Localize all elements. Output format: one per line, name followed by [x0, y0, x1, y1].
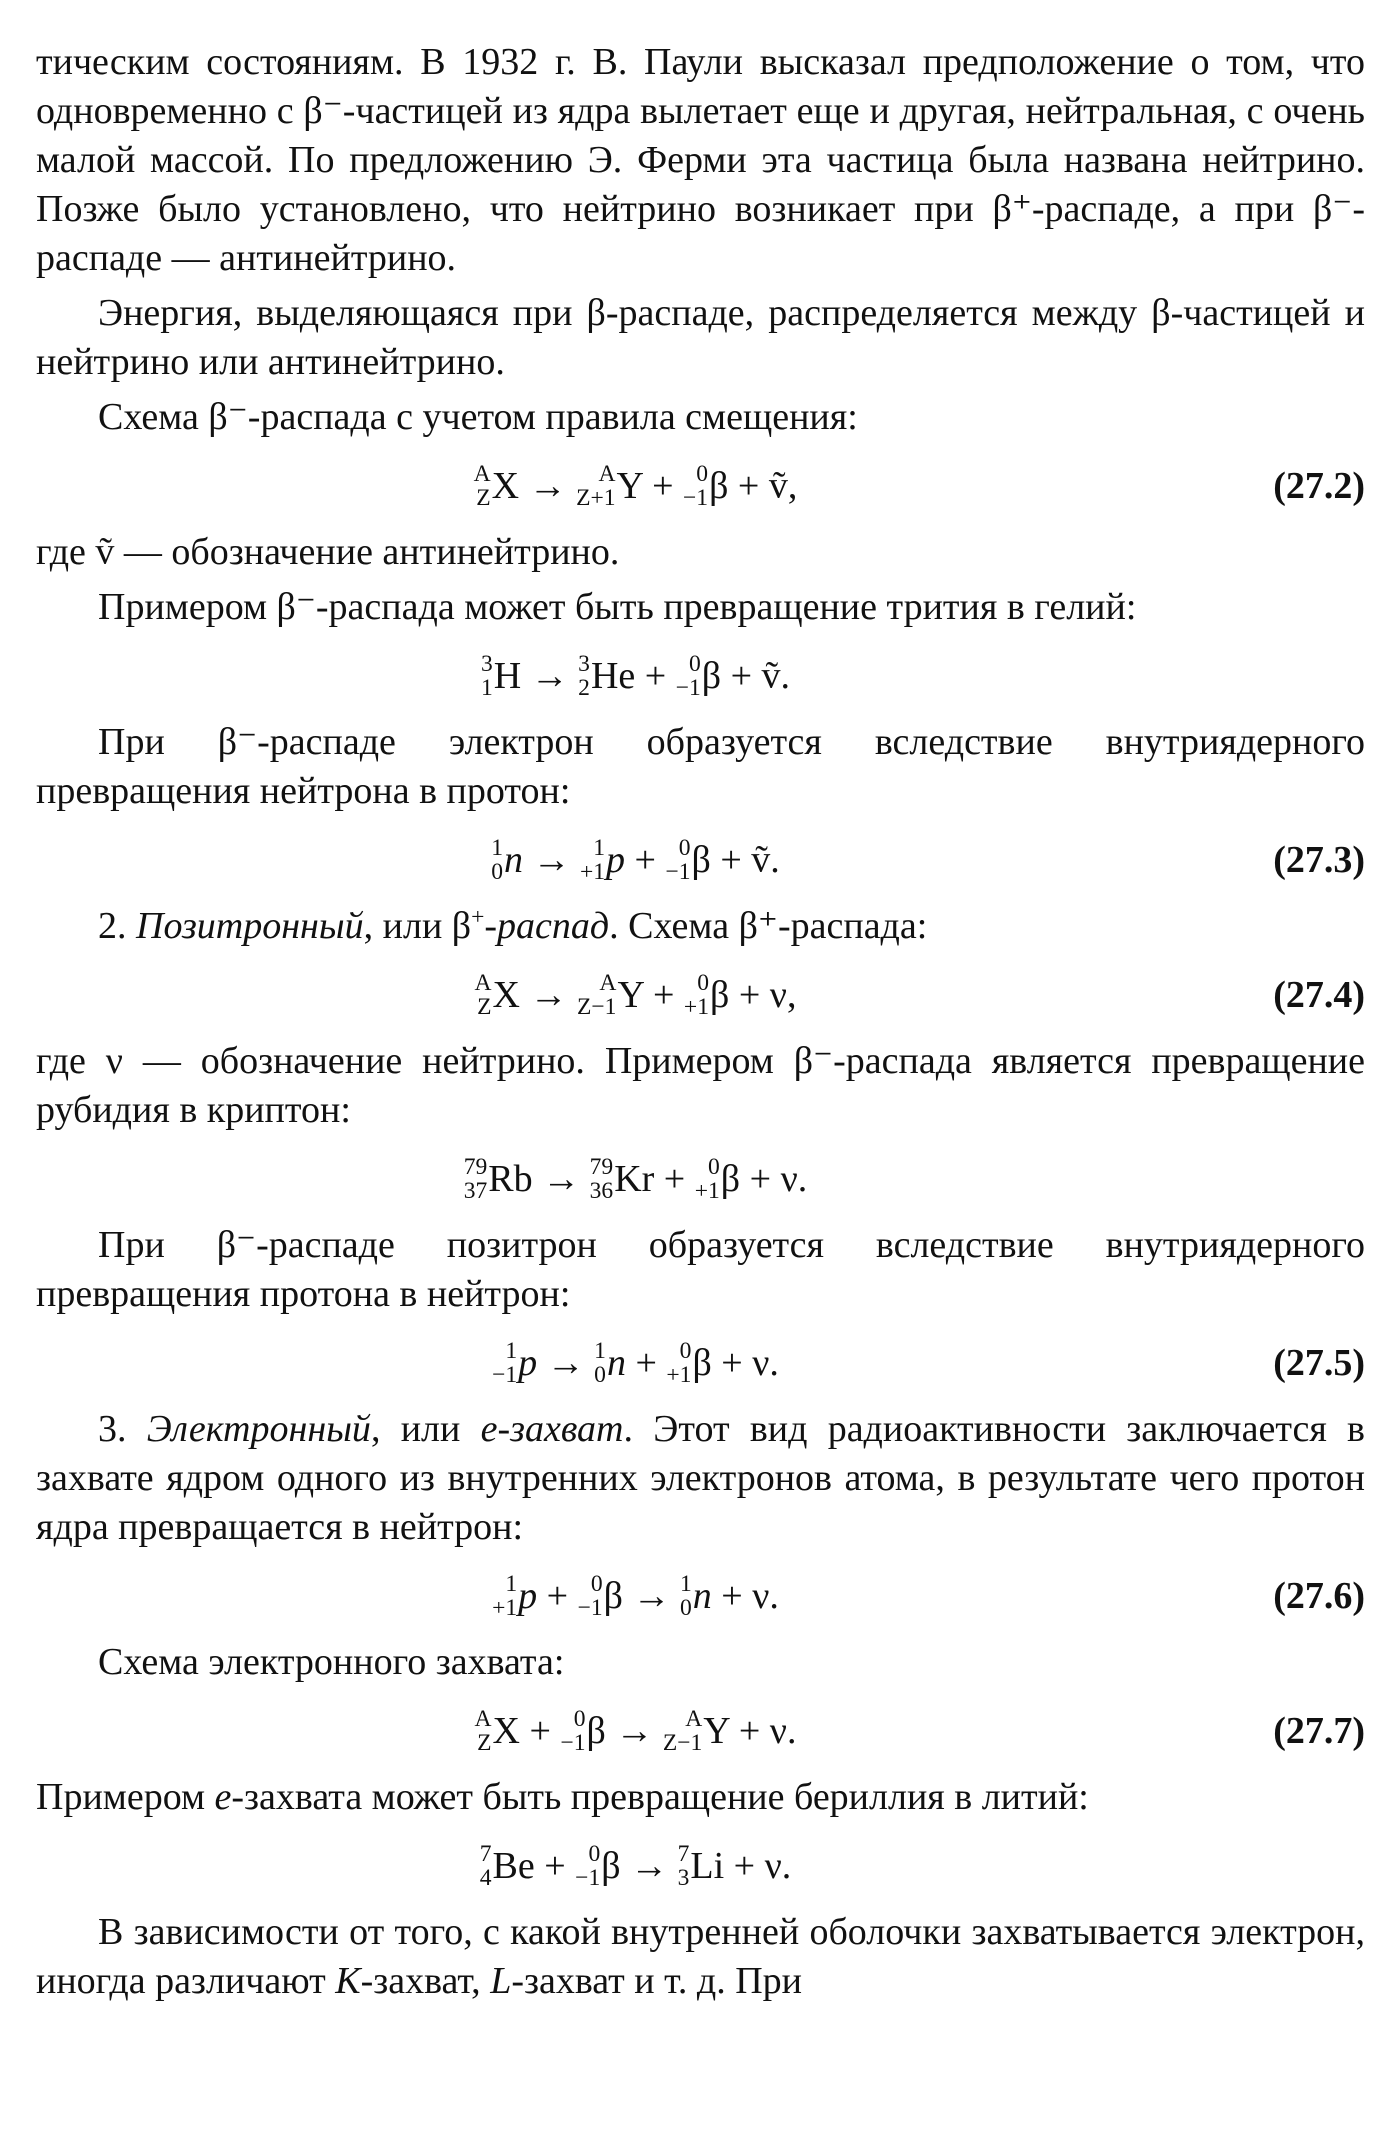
isotope-indices: 0 −1 [665, 835, 691, 886]
isotope-indices: 0 +1 [666, 1338, 692, 1389]
equation-number: (27.6) [1273, 1575, 1365, 1617]
paragraph-positron-formation: При β⁻-распаде позитрон образуется вследствие внутриядерного превращения протона в нейтрон: [36, 1224, 1365, 1315]
equation-number: (27.2) [1273, 465, 1365, 507]
isotope-indices: A Z−1 [662, 1706, 703, 1757]
isotope-indices: 1 0 [680, 1571, 692, 1622]
isotope-indices: A Z+1 [576, 461, 616, 512]
isotope-indices: 0 −1 [560, 1706, 586, 1757]
isotope-indices: A Z [473, 461, 491, 512]
equation-rubidium-krypton: 79 37 Rb → 79 36 Kr + 0 +1 β + ν. [463, 1154, 808, 1205]
isotope-indices: A Z−1 [577, 970, 617, 1021]
paragraph-electron-formation: При β⁻-распаде электрон образуется вследствие внутриядерного превращения нейтрона в протон: [36, 721, 1365, 812]
isotope-indices: 1 0 [594, 1338, 606, 1389]
equation-tritium-helium: 3 1 H → 3 2 He + 0 −1 β + ṽ. [480, 651, 791, 702]
equation-27-2: A Z X → A Z+1 Y + 0 −1 β + ṽ, (27.2) [36, 450, 1365, 522]
equation-number: (27.7) [1273, 1710, 1365, 1752]
paragraph-antineutrino-notation: где ṽ — обозначение антинейтрино. [36, 531, 620, 573]
paragraph-tritium-example: Примером β⁻-распада может быть превращение трития в гелий: [98, 586, 1137, 628]
isotope-indices: 0 +1 [683, 970, 709, 1021]
isotope-indices: 1 −1 [492, 1338, 518, 1389]
equation-number: (27.5) [1273, 1342, 1365, 1384]
equation-27-7: A Z X + 0 −1 β → A Z−1 Y + ν. (27.7) [36, 1695, 1365, 1767]
paragraph-rubidium-example: где ν — обозначение нейтрино. Примером β⁻-распада является превращение рубидия в криптон: [36, 1040, 1365, 1131]
equation-27-5: 1 −1 p → 1 0 n + 0 +1 β + ν. (27.5) [36, 1327, 1365, 1399]
equation-number: (27.4) [1273, 974, 1365, 1016]
equation-beryllium-lithium: 7 4 Be + 0 −1 β → 7 3 Li + ν. [479, 1841, 792, 1892]
paragraph-pauli-neutrino: тическим состояниям. В 1932 г. В. Паули высказал предположение о том, что одновременно с β⁻-частицей из ядра вылетает еще и другая, нейтральная, с очень малой массой. По предложению Э. Ферми эта частица была названа нейтрино. Позже было установлено, что нейтрино возникает при β⁺-распаде, а при β⁻-распаде — антинейтрино. [36, 41, 1365, 279]
isotope-indices: A Z [474, 1706, 492, 1757]
isotope-indices: 79 36 [589, 1154, 614, 1205]
isotope-indices: 1 0 [491, 835, 503, 886]
isotope-indices: 7 4 [479, 1841, 492, 1892]
paragraph-k-l-capture: В зависимости от того, с какой внутренней оболочки захватывается электрон, иногда различают K-захват, L-захват и т. д. При [36, 1911, 1365, 2002]
isotope-indices: 0 −1 [675, 651, 701, 702]
isotope-indices: 79 37 [463, 1154, 488, 1205]
isotope-indices: 0 −1 [575, 1841, 601, 1892]
paragraph-beta-minus-scheme: Схема β⁻-распада с учетом правила смещения: [98, 396, 858, 438]
equation-27-3: 1 0 n → 1 +1 p + 0 −1 β + ṽ. (27.3) [36, 824, 1365, 896]
isotope-indices: 0 −1 [577, 1571, 603, 1622]
equation-27-6: 1 +1 p + 0 −1 β → 1 0 n + ν. (27.6) [36, 1560, 1365, 1632]
paragraph-beryllium-example: Примером e-захвата может быть превращение бериллия в литий: [36, 1776, 1089, 1818]
isotope-indices: 3 2 [578, 651, 590, 702]
paragraph-energy-distribution: Энергия, выделяющаяся при β-распаде, распределяется между β-частицей и нейтрино или антинейтрино. [36, 292, 1365, 383]
equation-27-4: A Z X → A Z−1 Y + 0 +1 β + ν, (27.4) [36, 959, 1365, 1031]
paragraph-capture-scheme: Схема электронного захвата: [98, 1641, 565, 1683]
equation-number: (27.3) [1273, 839, 1365, 881]
paragraph-electron-capture: 3. Электронный, или e-захват. Этот вид радиоактивности заключается в захвате ядром одного из внутренних электронов атома, в результате чего протон ядра превращается в нейтрон: [36, 1408, 1366, 1548]
isotope-indices: 0 +1 [694, 1154, 720, 1205]
isotope-indices: 1 +1 [579, 835, 606, 886]
isotope-indices: 1 +1 [492, 1571, 518, 1622]
isotope-indices: 7 3 [677, 1841, 690, 1892]
paragraph-positron-decay: 2. Позитронный, или β+-распад. Схема β⁺-распада: [98, 903, 928, 947]
isotope-indices: A Z [474, 970, 492, 1021]
isotope-indices: 0 −1 [683, 461, 709, 512]
isotope-indices: 3 1 [480, 651, 493, 702]
